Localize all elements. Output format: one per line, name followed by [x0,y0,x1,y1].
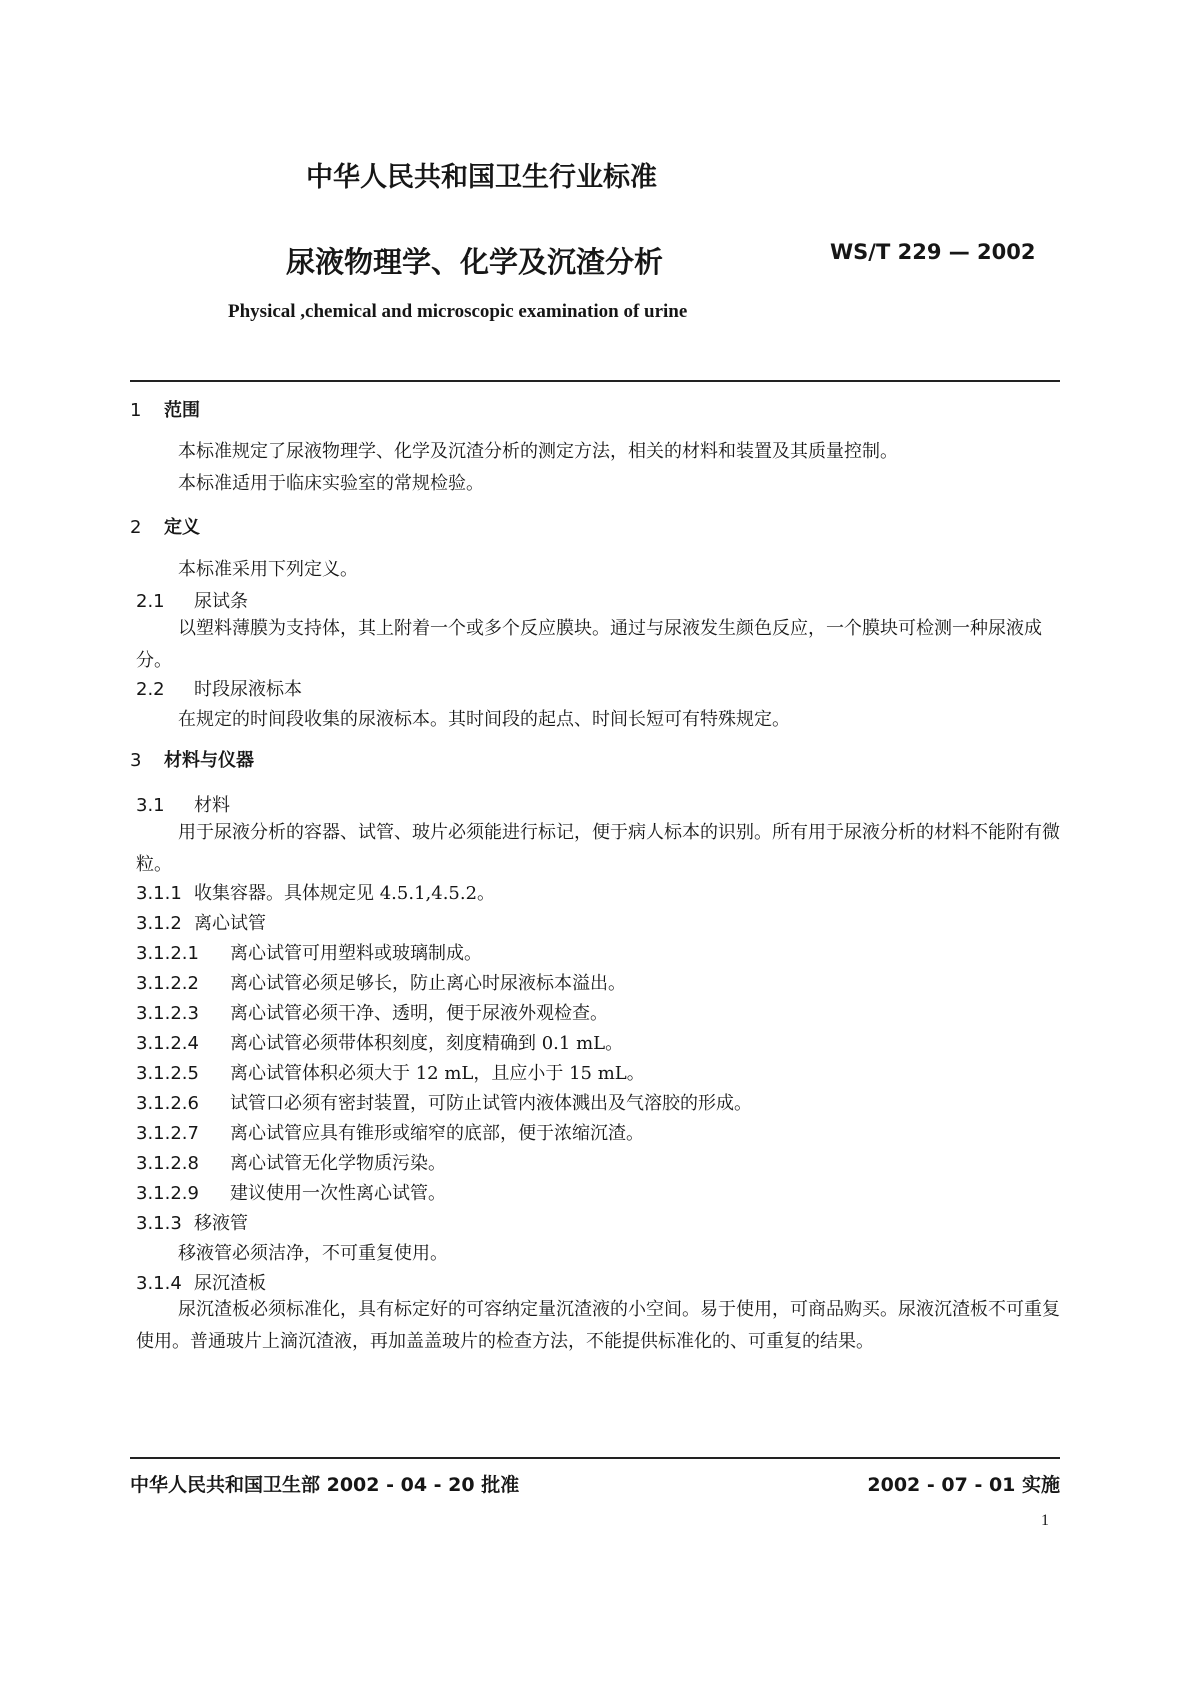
clause-3-1-2-1: 3.1.2.1 离心试管可用塑料或玻璃制成。 [136,943,482,964]
section-2-heading: 2 定义 [130,517,200,538]
implementation-date: 2002 - 07 - 01 实施 [867,1474,1060,1496]
section-3-heading: 3 材料与仪器 [130,750,254,771]
section-1-para-2: 本标准适用于临床实验室的常规检验。 [178,473,484,494]
section-1-para-1: 本标准规定了尿液物理学、化学及沉渣分析的测定方法，相关的材料和装置及其质量控制。 [178,441,898,462]
header-rule [130,380,1060,382]
english-title: Physical ,chemical and microscopic examination of urine [228,301,688,322]
clause-2-2-text: 在规定的时间段收集的尿液标本。其时间段的起点、时间长短可有特殊规定。 [178,709,790,730]
clause-3-1-4-text: 尿沉渣板必须标准化，具有标定好的可容纳定量沉渣液的小空间。易于使用，可商品购买。尿液沉渣板不可重复使用。普通玻片上滴沉渣液，再加盖盖玻片的检查方法，不能提供标准化的、可重复的结果。 [136,1299,1060,1352]
footer-rule [130,1457,1060,1459]
approval-date: 中华人民共和国卫生部 2002 - 04 - 20 批准 [130,1474,520,1496]
clause-3-1-1: 3.1.1 收集容器。具体规定见 4.5.1,4.5.2。 [136,883,496,904]
clause-3-1-heading: 3.1 材料 [136,795,230,816]
clause-2-1-heading: 2.1 尿试条 [136,591,248,612]
clause-3-1-4-heading: 3.1.4 尿沉渣板 [136,1273,266,1294]
clause-3-1-2-3: 3.1.2.3 离心试管必须干净、透明，便于尿液外观检查。 [136,1003,608,1024]
clause-3-1-2-9: 3.1.2.9 建议使用一次性离心试管。 [136,1183,446,1204]
page-number: 1 [1041,1512,1049,1529]
clause-3-1-2-8: 3.1.2.8 离心试管无化学物质污染。 [136,1153,446,1174]
clause-3-1-2-heading: 3.1.2 离心试管 [136,913,266,934]
clause-3-1-2-7: 3.1.2.7 离心试管应具有锥形或缩窄的底部，便于浓缩沉渣。 [136,1123,644,1144]
clause-3-1-2-4: 3.1.2.4 离心试管必须带体积刻度，刻度精确到 0.1 mL。 [136,1033,624,1054]
clause-3-1-2-2: 3.1.2.2 离心试管必须足够长，防止离心时尿液标本溢出。 [136,973,626,994]
clause-3-1-3-heading: 3.1.3 移液管 [136,1213,248,1234]
clause-2-1-text: 以塑料薄膜为支持体，其上附着一个或多个反应膜块。通过与尿液发生颜色反应，一个膜块可检测一种尿液成分。 [136,618,1042,671]
section-1-heading: 1 范围 [130,400,200,421]
document-title: 尿液物理学、化学及沉渣分析 [286,245,664,279]
section-2-para-1: 本标准采用下列定义。 [178,559,358,580]
clause-3-1-3-text: 移液管必须洁净，不可重复使用。 [178,1243,448,1264]
clause-2-2-heading: 2.2 时段尿液标本 [136,679,302,700]
issuing-agency: 中华人民共和国卫生行业标准 [306,162,657,193]
clause-3-1-2-5: 3.1.2.5 离心试管体积必须大于 12 mL，且应小于 15 mL。 [136,1063,645,1084]
standard-code: WS/T 229 — 2002 [830,240,1036,264]
clause-3-1-text: 用于尿液分析的容器、试管、玻片必须能进行标记，便于病人标本的识别。所有用于尿液分析的材料不能附有微粒。 [136,822,1060,875]
clause-3-1-2-6: 3.1.2.6 试管口必须有密封装置，可防止试管内液体溅出及气溶胶的形成。 [136,1093,752,1114]
